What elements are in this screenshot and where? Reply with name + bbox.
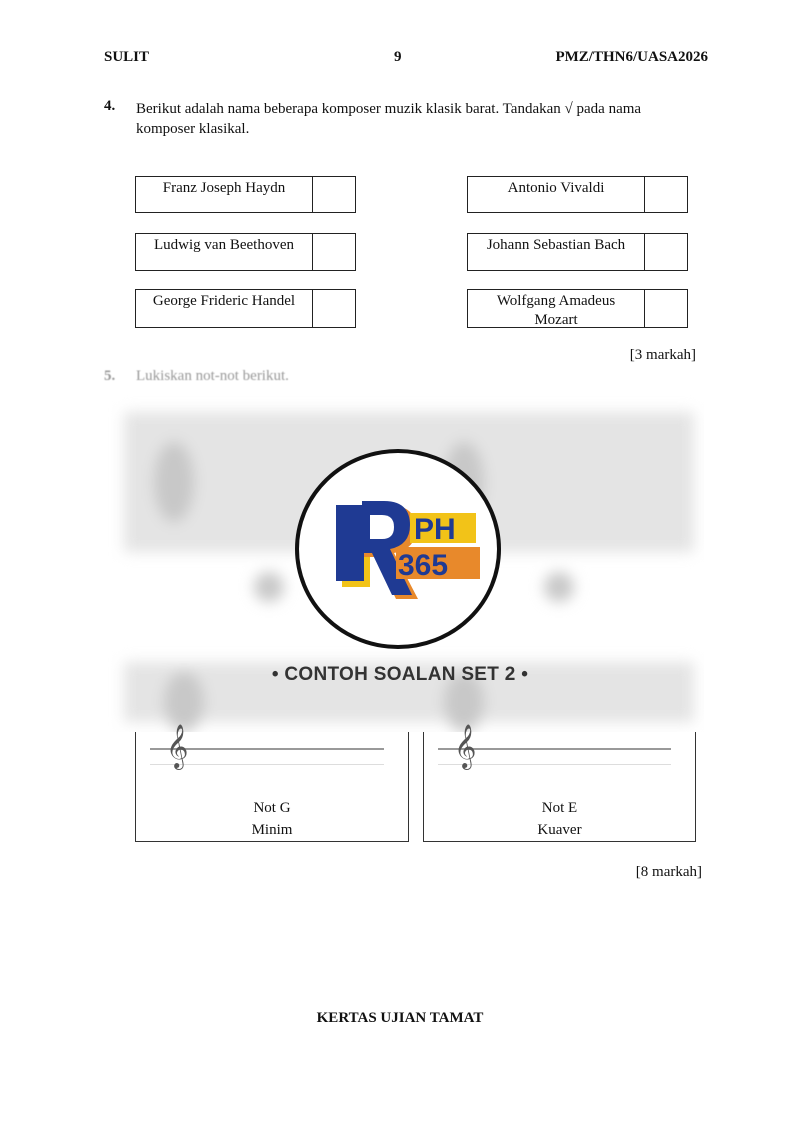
question-4-marks: [3 markah]	[629, 347, 696, 363]
footer-text: KERTAS UJIAN TAMAT	[316, 1010, 484, 1026]
composer-row	[467, 289, 688, 328]
note-name: Not E	[541, 800, 578, 816]
composer-name: Ludwig van Beethoven	[136, 234, 313, 270]
note-answer-box[interactable]	[423, 724, 696, 842]
question-5-marks: [8 markah]	[635, 864, 702, 880]
composer-name: Antonio Vivaldi	[468, 177, 645, 212]
note-answer-box[interactable]	[135, 724, 409, 842]
question-5-text: Lukiskan not-not berikut.	[136, 368, 289, 384]
tick-box[interactable]	[313, 177, 355, 212]
treble-clef-icon: 𝄞	[454, 724, 477, 768]
question-4-number: 4.	[104, 98, 116, 114]
tick-box[interactable]	[645, 234, 687, 270]
composer-name: Franz Joseph Haydn	[136, 177, 313, 212]
header-left: SULIT	[104, 49, 150, 65]
logo-icon	[292, 447, 504, 651]
tick-box[interactable]	[645, 290, 687, 327]
composer-name: Johann Sebastian Bach	[468, 234, 645, 270]
tick-box[interactable]	[313, 234, 355, 270]
composer-row	[467, 233, 688, 271]
composer-row	[135, 176, 356, 213]
question-5-number: 5.	[104, 368, 116, 384]
treble-clef-icon: 𝄞	[166, 724, 189, 768]
composer-name: Wolfgang Amadeus Mozart	[468, 290, 645, 327]
question-4-text-line1: Berikut adalah nama beberapa komposer muzik klasik barat. Tandakan √ pada nama	[136, 101, 642, 117]
note-name: Not G	[253, 800, 291, 816]
composer-name: George Frideric Handel	[136, 290, 313, 327]
logo-text-bottom: 365	[398, 549, 449, 582]
watermark-logo	[292, 447, 504, 651]
composer-row	[467, 176, 688, 213]
note-value: Kuaver	[537, 822, 582, 838]
paper-code: PMZ/THN6/UASA2026	[555, 49, 708, 65]
page-number: 9	[394, 49, 402, 65]
tick-box[interactable]	[645, 177, 687, 212]
logo-text-top: PH	[414, 513, 456, 546]
composer-row	[135, 289, 356, 328]
note-value: Minim	[251, 822, 293, 838]
question-4-text-line2: komposer klasikal.	[136, 121, 250, 137]
composer-row	[135, 233, 356, 271]
tick-box[interactable]	[313, 290, 355, 327]
watermark-caption: • CONTOH SOALAN SET 2 •	[271, 664, 529, 685]
